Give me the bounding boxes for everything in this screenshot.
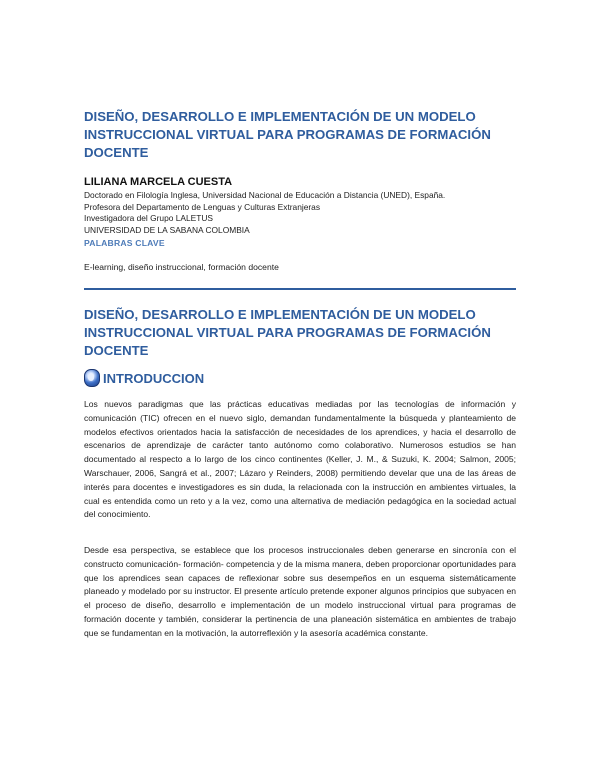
section-title: DISEÑO, DESARROLLO E IMPLEMENTACIÓN DE UN MODELO INSTRUCCIONAL VIRTUAL PARA PROGRAMAS DE FORMACIÓN DOCENTE — [84, 307, 491, 358]
keywords-text: E-learning, diseño instruccional, formación docente — [84, 262, 279, 272]
blue-ring-icon — [84, 368, 100, 388]
intro-paragraph-1: Los nuevos paradigmas que las prácticas educativas mediadas por las tecnologías de información y comunicación (TIC) ofrecen en el nuevo siglo, demandan fundamentalmente la búsqueda y planteamiento de modelos efectivos orientados hacia la satisfacción de necesidades de los aprendices, y hacia el desarrollo de escenarios de aprendizaje de carácter tanto autónomo como colaborativo. Numerosos estudios se han documentado al respecto a lo largo de los cinco continentes (Keller, J. M., & Suzuki, K. 2004; Salmon, 2005; Warschauer, 2006, Sangrá et al., 2007; Lázaro y Reinders, 2008) permitiendo develar que una de las áreas de interés para docentes e investigadores es sin duda, la relacionada con la instrucción en ambientes virtuales, la cual es entendida como un reto y a la vez, como una alternativa de mediación pedagógica en la sociedad actual del conocimiento. — [84, 399, 516, 520]
intro-paragraph-2: Desde esa perspectiva, se establece que los procesos instruccionales deben generarse en sincronía con el constructo comunicación- formación- competencia y de la misma manera, deben proporcionar oportunidades para que los aprendices sean capaces de reflexionar sobre sus desempeños en un esquema sistemáticamente planeado y modelado por su instructor. El presente artículo pretende exponer algunos principios que subyacen en el proceso de diseño, desarrollo e implementación de un modelo instruccional virtual para programas de formación docente y también, considerar la pertinencia de una planeación sistemática en ambientes de trabajo que se fundamentan en la motivación, la autorreflexión y la asesoría académica constante. — [84, 545, 516, 638]
intro-heading — [84, 367, 204, 389]
intro-heading-label: INTRODUCCION — [103, 370, 205, 386]
document-title: DISEÑO, DESARROLLO E IMPLEMENTACIÓN DE UN MODELO INSTRUCCIONAL VIRTUAL PARA PROGRAMAS DE FORMACIÓN DOCENTE — [84, 109, 491, 160]
author-affiliations — [84, 190, 544, 236]
keywords-heading: PALABRAS CLAVE — [84, 238, 165, 248]
affiliation-line: Doctorado en Filología Inglesa, Universidad Nacional de Educación a Distancia (UNED), España. — [84, 190, 446, 200]
author-name: LILIANA MARCELA CUESTA — [84, 176, 233, 188]
affiliation-line: UNIVERSIDAD DE LA SABANA COLOMBIA — [84, 224, 250, 235]
section-divider — [84, 288, 516, 290]
affiliation-line: Investigadora del Grupo LALETUS — [84, 213, 213, 223]
affiliation-line: Profesora del Departamento de Lenguas y Culturas Extranjeras — [84, 201, 321, 212]
